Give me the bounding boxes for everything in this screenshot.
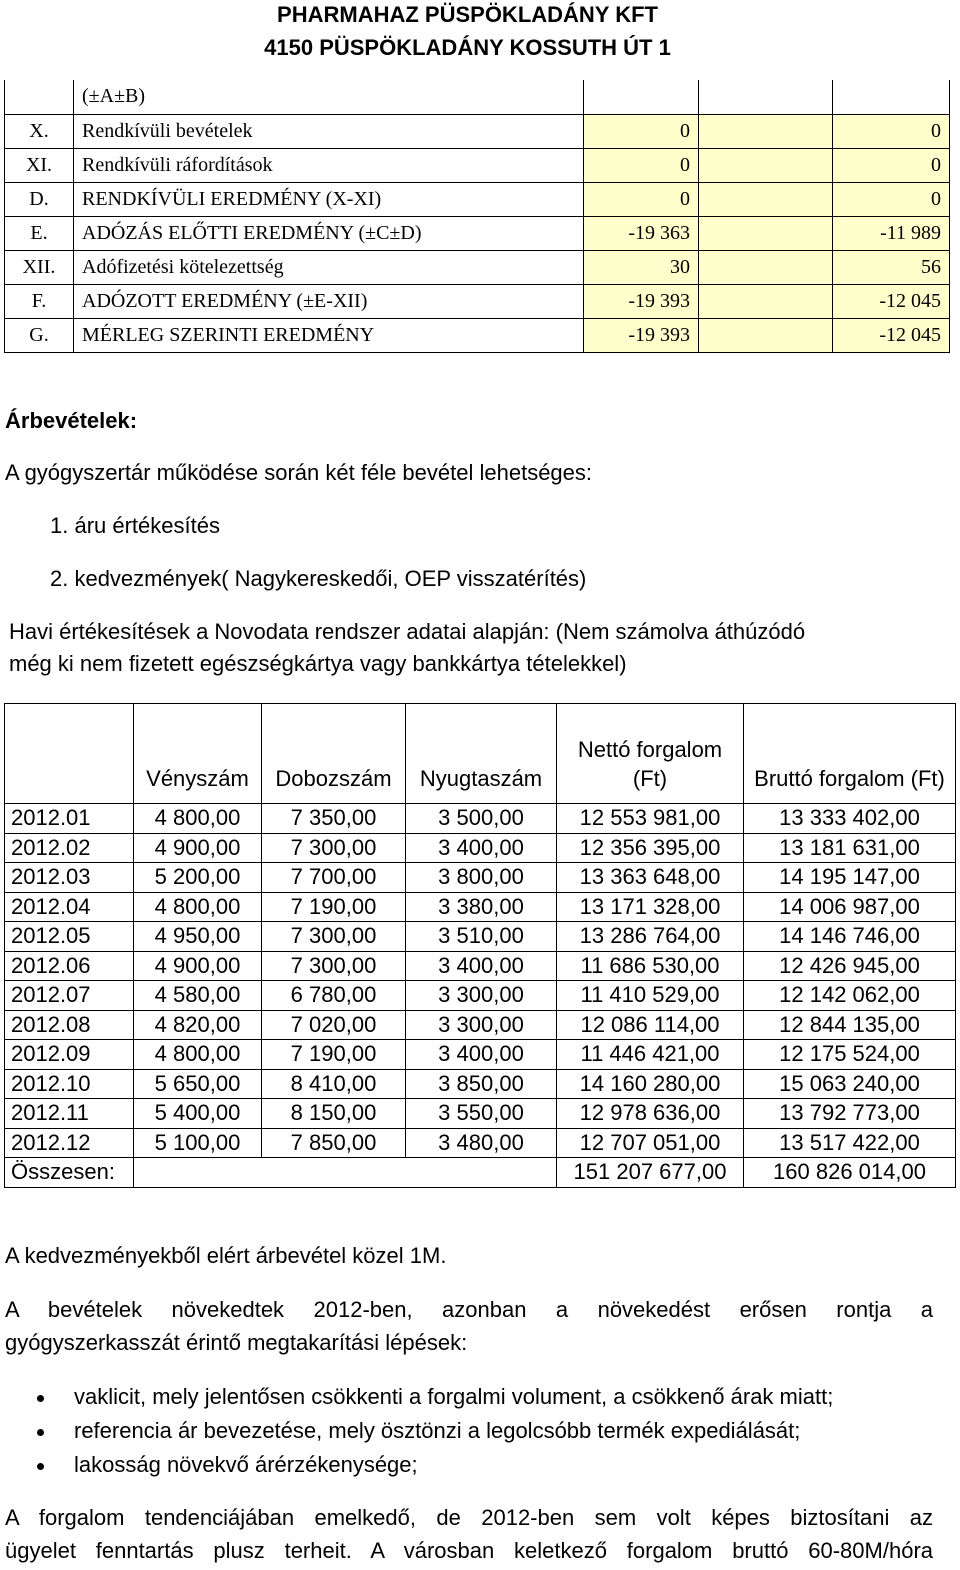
table-cell: 7 190,00 xyxy=(262,892,406,922)
table-cell: 8 150,00 xyxy=(262,1099,406,1129)
table-cell: 2012.11 xyxy=(5,1099,134,1129)
table-cell: 13 363 648,00 xyxy=(557,863,744,893)
table-cell: 3 480,00 xyxy=(406,1128,557,1158)
table-cell: 2012.08 xyxy=(5,1010,134,1040)
value-adjust xyxy=(699,114,833,148)
value-previous: 0 xyxy=(833,114,950,148)
table-cell: 13 517 422,00 xyxy=(744,1128,956,1158)
list-item: 1. áru értékesítés xyxy=(50,513,220,538)
bullet-item xyxy=(37,1416,800,1446)
table-cell: 7 350,00 xyxy=(262,804,406,834)
table-cell: 3 800,00 xyxy=(406,863,557,893)
table-row xyxy=(5,216,950,250)
bullet-text: vaklicit, mely jelentősen csökkenti a forgalmi volument, a csökkenő árak miatt; xyxy=(74,1384,834,1409)
table-cell: 12 426 945,00 xyxy=(744,951,956,981)
monthly-intro-line2: még ki nem fizetett egészségkártya vagy bankkártya tételekkel) xyxy=(9,651,627,676)
table-cell: 3 300,00 xyxy=(406,981,557,1011)
value-current: -19 393 xyxy=(584,318,699,352)
table-cell: 4 950,00 xyxy=(134,922,262,952)
table-row xyxy=(5,114,950,148)
company-address: 4150 PÜSPÖKLADÁNY KOSSUTH ÚT 1 xyxy=(264,35,671,60)
table-row xyxy=(5,892,956,922)
total-row xyxy=(5,1158,956,1188)
header-cell xyxy=(5,704,134,804)
row-name: (±A±B) xyxy=(74,80,584,114)
table-cell: 2012.05 xyxy=(5,922,134,952)
total-net: 151 207 677,00 xyxy=(557,1158,744,1188)
table-cell: 13 286 764,00 xyxy=(557,922,744,952)
header-cell: Nyugtaszám xyxy=(406,704,557,804)
table-cell: 2012.09 xyxy=(5,1040,134,1070)
table-row xyxy=(5,951,956,981)
table-cell: 14 146 746,00 xyxy=(744,922,956,952)
table-cell: 13 792 773,00 xyxy=(744,1099,956,1129)
value-current: 0 xyxy=(584,148,699,182)
table-cell: 12 707 051,00 xyxy=(557,1128,744,1158)
monthly-sales-table xyxy=(4,703,956,1188)
table-row xyxy=(5,182,950,216)
table-row xyxy=(5,922,956,952)
table-cell: 13 171 328,00 xyxy=(557,892,744,922)
table-cell: 3 380,00 xyxy=(406,892,557,922)
table-cell: 12 356 395,00 xyxy=(557,833,744,863)
table-cell: 7 020,00 xyxy=(262,1010,406,1040)
value-current: -19 393 xyxy=(584,284,699,318)
row-code: F. xyxy=(5,284,74,318)
row-name: Rendkívüli bevételek xyxy=(74,114,584,148)
table-cell: 12 553 981,00 xyxy=(557,804,744,834)
bullet-item xyxy=(37,1382,833,1412)
value-adjust xyxy=(699,216,833,250)
total-empty xyxy=(134,1158,557,1188)
total-label: Összesen: xyxy=(5,1158,134,1188)
table-row xyxy=(5,1069,956,1099)
table-row xyxy=(5,1040,956,1070)
table-cell: 7 300,00 xyxy=(262,833,406,863)
paragraph-forgalom-line1: A forgalom tendenciájában emelkedő, de 2012-ben sem volt képes biztosítani az xyxy=(5,1505,933,1530)
row-name: ADÓZOTT EREDMÉNY (±E-XII) xyxy=(74,284,584,318)
table-cell: 2012.04 xyxy=(5,892,134,922)
table-cell: 13 181 631,00 xyxy=(744,833,956,863)
total-gross: 160 826 014,00 xyxy=(744,1158,956,1188)
row-code: D. xyxy=(5,182,74,216)
table-cell: 11 410 529,00 xyxy=(557,981,744,1011)
table-cell: 2012.01 xyxy=(5,804,134,834)
monthly-intro-line1: Havi értékesítések a Novodata rendszer adatai alapján: (Nem számolva áthúzódó xyxy=(9,619,806,644)
bullet-icon xyxy=(37,1429,44,1436)
value-adjust xyxy=(699,148,833,182)
value-current: 30 xyxy=(584,250,699,284)
table-cell: 3 550,00 xyxy=(406,1099,557,1129)
paragraph-kedvezmeny: A kedvezményekből elért árbevétel közel 1M. xyxy=(5,1243,447,1268)
table-cell: 3 500,00 xyxy=(406,804,557,834)
table-cell: 3 510,00 xyxy=(406,922,557,952)
table-cell: 3 300,00 xyxy=(406,1010,557,1040)
table-cell: 15 063 240,00 xyxy=(744,1069,956,1099)
table-row xyxy=(5,284,950,318)
table-cell: 5 650,00 xyxy=(134,1069,262,1099)
row-code: X. xyxy=(5,114,74,148)
table-cell: 2012.07 xyxy=(5,981,134,1011)
table-cell: 3 400,00 xyxy=(406,833,557,863)
table-row xyxy=(5,1128,956,1158)
paragraph-bevetel-line1: A bevételek növekedtek 2012-ben, azonban a növekedést erősen rontja a xyxy=(5,1297,933,1322)
table-cell: 12 175 524,00 xyxy=(744,1040,956,1070)
row-name: ADÓZÁS ELŐTTI EREDMÉNY (±C±D) xyxy=(74,216,584,250)
list-item: 2. kedvezmények( Nagykereskedői, OEP visszatérítés) xyxy=(50,566,587,591)
table-row xyxy=(5,804,956,834)
table-cell: 7 300,00 xyxy=(262,951,406,981)
table-cell: 5 400,00 xyxy=(134,1099,262,1129)
row-code: G. xyxy=(5,318,74,352)
value-previous xyxy=(833,80,950,114)
table-row xyxy=(5,981,956,1011)
table-cell: 4 820,00 xyxy=(134,1010,262,1040)
table-cell: 12 142 062,00 xyxy=(744,981,956,1011)
value-previous: -12 045 xyxy=(833,318,950,352)
table-cell: 14 195 147,00 xyxy=(744,863,956,893)
table-cell: 12 844 135,00 xyxy=(744,1010,956,1040)
table-cell: 8 410,00 xyxy=(262,1069,406,1099)
table-row xyxy=(5,1099,956,1129)
table-cell: 4 900,00 xyxy=(134,951,262,981)
bullet-text: referencia ár bevezetése, mely ösztönzi a legolcsóbb termék expediálását; xyxy=(74,1418,801,1443)
table-cell: 11 446 421,00 xyxy=(557,1040,744,1070)
table-cell: 12 086 114,00 xyxy=(557,1010,744,1040)
table-cell: 2012.03 xyxy=(5,863,134,893)
row-name: Adófizetési kötelezettség xyxy=(74,250,584,284)
table-row xyxy=(5,80,950,114)
value-previous: 56 xyxy=(833,250,950,284)
table-cell: 14 006 987,00 xyxy=(744,892,956,922)
table-cell: 14 160 280,00 xyxy=(557,1069,744,1099)
table-cell: 3 400,00 xyxy=(406,951,557,981)
header-cell: Dobozszám xyxy=(262,704,406,804)
table-row xyxy=(5,148,950,182)
value-adjust xyxy=(699,284,833,318)
table-cell: 7 190,00 xyxy=(262,1040,406,1070)
row-name: Rendkívüli ráfordítások xyxy=(74,148,584,182)
table-cell: 4 800,00 xyxy=(134,804,262,834)
table-cell: 4 800,00 xyxy=(134,892,262,922)
company-name: PHARMAHAZ PÜSPÖKLADÁNY KFT xyxy=(277,2,658,27)
table-cell: 7 850,00 xyxy=(262,1128,406,1158)
table-row xyxy=(5,863,956,893)
row-code: E. xyxy=(5,216,74,250)
table-cell: 2012.12 xyxy=(5,1128,134,1158)
row-code: XII. xyxy=(5,250,74,284)
table-cell: 5 100,00 xyxy=(134,1128,262,1158)
value-adjust xyxy=(699,250,833,284)
value-previous: -12 045 xyxy=(833,284,950,318)
value-current xyxy=(584,80,699,114)
table-cell: 7 300,00 xyxy=(262,922,406,952)
row-code: XI. xyxy=(5,148,74,182)
table-cell: 6 780,00 xyxy=(262,981,406,1011)
value-adjust xyxy=(699,80,833,114)
section-title: Árbevételek: xyxy=(5,408,138,433)
header-cell: Bruttó forgalom (Ft) xyxy=(744,704,956,804)
header-cell: Nettó forgalom (Ft) xyxy=(557,704,744,804)
bullet-icon xyxy=(37,1463,44,1470)
row-code xyxy=(5,80,74,114)
value-current: -19 363 xyxy=(584,216,699,250)
table-row xyxy=(5,833,956,863)
header-cell: Vényszám xyxy=(134,704,262,804)
table-cell: 11 686 530,00 xyxy=(557,951,744,981)
value-previous: 0 xyxy=(833,148,950,182)
table-cell: 13 333 402,00 xyxy=(744,804,956,834)
paragraph-forgalom-line2: ügyelet fenntartás plusz terheit. A városban keletkező forgalom bruttó 60-80M/hóra xyxy=(5,1538,933,1563)
table-row xyxy=(5,250,950,284)
row-name: RENDKÍVÜLI EREDMÉNY (X-XI) xyxy=(74,182,584,216)
table-cell: 5 200,00 xyxy=(134,863,262,893)
paragraph-bevetel-line2: gyógyszerkasszát érintő megtakarítási lépések: xyxy=(5,1330,468,1355)
table-cell: 4 580,00 xyxy=(134,981,262,1011)
table-row xyxy=(5,1010,956,1040)
bullet-item xyxy=(37,1450,418,1480)
table-cell: 3 850,00 xyxy=(406,1069,557,1099)
table-cell: 3 400,00 xyxy=(406,1040,557,1070)
value-current: 0 xyxy=(584,114,699,148)
table-header-row xyxy=(5,704,956,804)
table-cell: 2012.10 xyxy=(5,1069,134,1099)
bullet-text: lakosság növekvő árérzékenysége; xyxy=(74,1452,418,1477)
table-row xyxy=(5,318,950,352)
value-previous: 0 xyxy=(833,182,950,216)
value-adjust xyxy=(699,318,833,352)
value-adjust xyxy=(699,182,833,216)
intro-text: A gyógyszertár működése során két féle bevétel lehetséges: xyxy=(5,460,593,485)
value-previous: -11 989 xyxy=(833,216,950,250)
financial-table xyxy=(4,80,950,353)
table-cell: 4 900,00 xyxy=(134,833,262,863)
table-cell: 4 800,00 xyxy=(134,1040,262,1070)
row-name: MÉRLEG SZERINTI EREDMÉNY xyxy=(74,318,584,352)
table-cell: 7 700,00 xyxy=(262,863,406,893)
bullet-icon xyxy=(37,1395,44,1402)
value-current: 0 xyxy=(584,182,699,216)
table-cell: 12 978 636,00 xyxy=(557,1099,744,1129)
table-cell: 2012.06 xyxy=(5,951,134,981)
table-cell: 2012.02 xyxy=(5,833,134,863)
